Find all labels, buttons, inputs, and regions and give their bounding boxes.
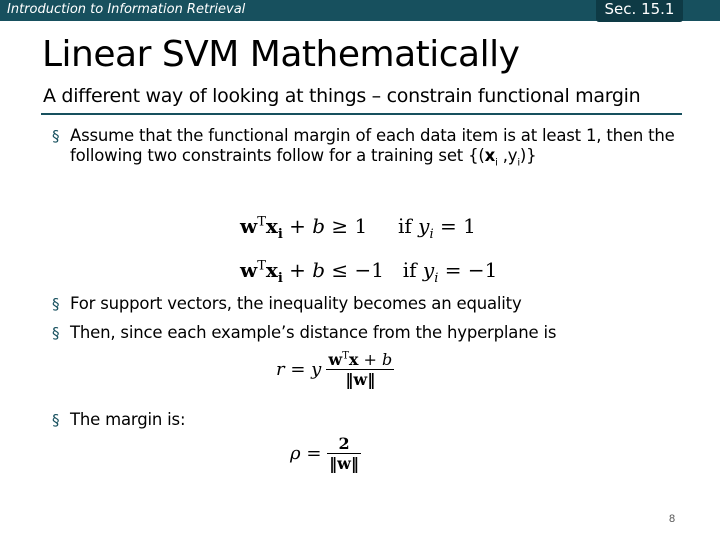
bullet-marker-icon: §	[52, 411, 60, 429]
constraint-negative: $w^Tx_i + b \le -1$ if $y_i = -1$	[240, 258, 498, 286]
course-title: Introduction to Information Retrieval	[7, 2, 246, 17]
bullet-1-line-1: Assume that the functional margin of each data item is at least 1, then the	[70, 126, 675, 145]
bullet-1-line-2: following two constraints follow for a training set {($x_i$ $,y_i$)}	[70, 146, 537, 169]
margin-formula: ρ = $\frac{2}{‖w‖}$	[290, 434, 359, 473]
bullet-marker-icon: §	[52, 324, 60, 342]
bullet-3-text: Then, since each example’s distance from the hyperplane is	[70, 323, 557, 342]
slide-subtitle: A different way of looking at things – constrain functional margin	[43, 85, 641, 107]
constraint-positive: $w^Tx_i + b \ge 1$ if $y_i = 1$	[240, 214, 476, 242]
section-tab	[596, 0, 683, 22]
slide-title: Linear SVM Mathematically	[42, 34, 520, 75]
section-label: Sec. 15.1	[604, 0, 675, 18]
bullet-2-text: For support vectors, the inequality becomes an equality	[70, 294, 522, 313]
bullet-marker-icon: §	[52, 127, 60, 145]
bullet-marker-icon: §	[52, 295, 60, 313]
page-number: 8	[669, 513, 676, 525]
bullet-1-text	[70, 126, 675, 173]
distance-formula: r = y $\frac{w^Tx + b}{‖w‖}$	[276, 350, 393, 389]
bullet-4-text: The margin is:	[70, 410, 186, 429]
header-bar	[0, 0, 720, 21]
title-divider	[41, 113, 682, 115]
